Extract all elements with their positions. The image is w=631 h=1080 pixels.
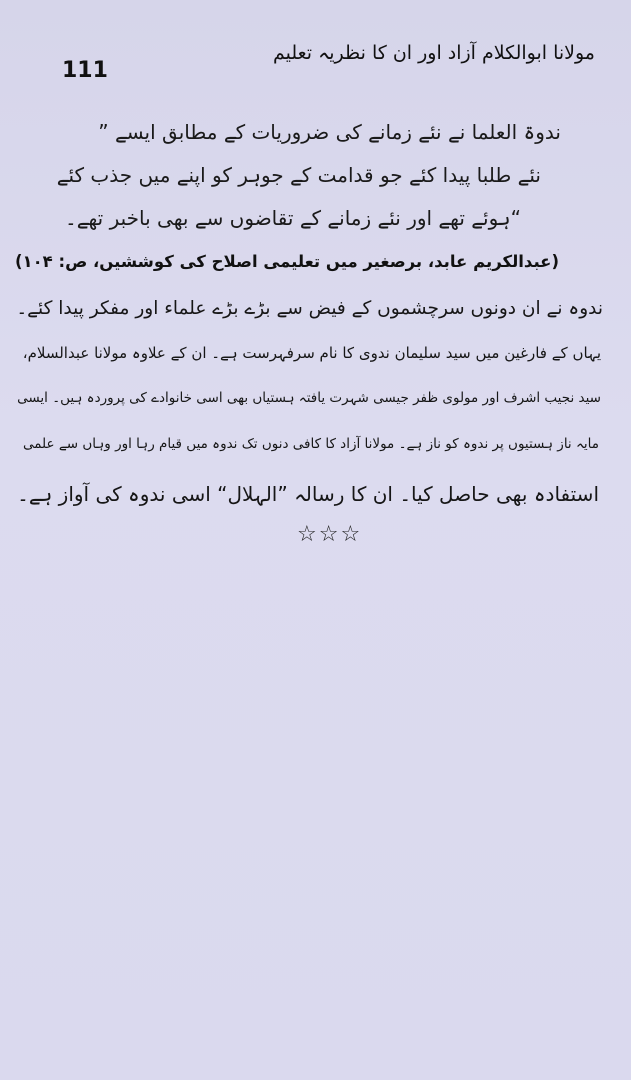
paragraph-line-5: استفادہ بھی حاصل کیا۔ ان کا رسالہ ”الہلال“ اسی ندوہ کی آواز ہے۔ xyxy=(17,482,599,506)
paragraph-line-3: سید نجیب اشرف اور مولوی ظفر جیسی شہرت یافتہ ہستیاں بھی اسی خانوادے کی پروردہ ہیں۔ ایسی xyxy=(17,390,601,406)
quote-line-2: نئے طلبا پیدا کئے جو قدامت کے جوہر کو اپنے میں جذب کئے xyxy=(56,163,541,187)
paragraph-line-1: ندوہ نے ان دونوں سرچشموں کے فیض سے بڑے بڑے علماء اور مفکر پیدا کئے۔ xyxy=(16,298,603,319)
running-title: مولانا ابوالکلام آزاد اور ان کا نظریہ تعلیم xyxy=(272,42,595,64)
paragraph-line-2: یہاں کے فارغین میں سید سلیمان ندوی کا نام سرفہرست ہے۔ ان کے علاوہ مولانا عبدالسلام، xyxy=(22,344,601,362)
paragraph-line-4: مایہ ناز ہستیوں پر ندوہ کو ناز ہے۔ مولانا آزاد کا کافی دنوں تک ندوہ میں قیام رہا اور وہاں سے علمی xyxy=(22,436,599,452)
page-number: 111 xyxy=(62,58,108,83)
section-end-stars: ☆☆☆ xyxy=(297,522,363,547)
header-rule xyxy=(60,86,590,87)
quote-line-1: ” ندوۃ العلما نے نئے زمانے کی ضروریات کے مطابق ایسے xyxy=(98,120,561,144)
quote-line-3: ہوئے تھے اور نئے زمانے کے تقاضوں سے بھی باخبر تھے۔“ xyxy=(65,206,521,230)
quote-citation: (عبدالکریم عابد، برصغیر میں تعلیمی اصلاح کی کوششیں، ص: ۱۰۴) xyxy=(14,252,559,271)
